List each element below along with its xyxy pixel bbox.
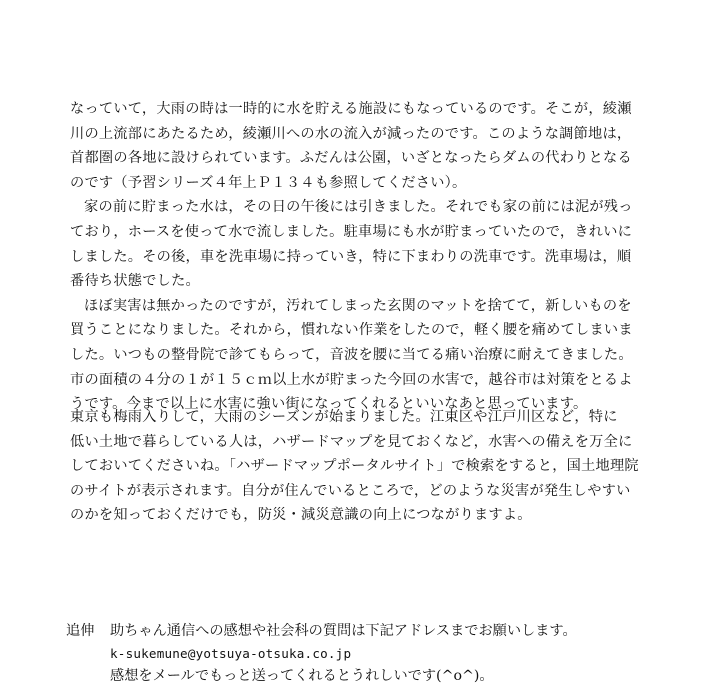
- text-line: 低い土地で暮らしている人は，ハザードマップを見ておくなど，水害への備えを万全に: [70, 433, 633, 450]
- text-line: 首都圏の各地に設けられています。ふだんは公園，いざとなったらダムの代わりとなる: [70, 150, 632, 167]
- text-line: しておいてくださいね。「ハザードマップポータルサイト」で検索をすると，国土地理院: [70, 458, 639, 475]
- text-line: しました。その後，車を洗車場に持っていき，特に下まわりの洗車です。洗車場は，順: [70, 248, 632, 265]
- text-line: 買うことになりました。それから，慣れない作業をしたので，軽く腰を痛めてしまいま: [70, 322, 633, 339]
- text-line: のかを知っておくだけでも，防災・減災意識の向上につながりますよ。: [70, 507, 532, 524]
- text-line: 東京も梅雨入りして，大雨のシーズンが始まりました。江東区や江戸川区など，特に: [70, 409, 618, 425]
- text-line: うです。今まで以上に水害に強い街になってくれるといいなあと思っています。: [70, 396, 588, 413]
- postscript-closing: 感想をメールでもっと送ってくれるとうれしいです(^o^)。: [110, 668, 494, 684]
- text-line-indented: 家の前に貯まった水は，その日の午後には引きました。それでも家の前には泥が残っ: [84, 199, 633, 216]
- body-text-upper: [70, 97, 680, 417]
- postscript-label: 追伸: [66, 623, 95, 639]
- text-line-indented: ほぼ実害は無かったのですが，汚れてしまった玄関のマットを捨てて，新しいものを: [84, 297, 632, 314]
- body-text-lower: [70, 405, 680, 528]
- text-line: 市の面積の４分の１が１５ｃｍ以上水が貯まった今回の水害で，越谷市は対策をとるよ: [70, 371, 633, 388]
- text-line: 番待ち状態でした。: [70, 273, 200, 290]
- text-line: のサイトが表示されます。自分が住んでいるところで，どのような災害が発生しやすい: [70, 482, 631, 499]
- text-line: 川の上流部にあたるため，綾瀬川への水の流入が減ったのです。このような調節地は，: [70, 125, 632, 142]
- text-line: した。いつもの整骨院で診てもらって，音波を腰に当てる痛い治療に耐えてきました。: [70, 346, 633, 363]
- postscript-request: 助ちゃん通信への感想や社会科の質問は下記アドレスまでお願いします。: [110, 623, 577, 639]
- text-line: ており，ホースを使って水で流しました。駐車場にも水が貯まっていたので，きれいに: [70, 223, 633, 240]
- postscript-body: [110, 620, 577, 688]
- contact-email: k-sukemune@yotsuya-otsuka.co.jp: [110, 645, 352, 661]
- text-line: のです（予習シリーズ４年上Ｐ１３４も参照してください）。: [70, 174, 467, 191]
- text-line: なっていて，大雨の時は一時的に水を貯える施設にもなっているのです。そこが，綾瀬: [70, 101, 632, 117]
